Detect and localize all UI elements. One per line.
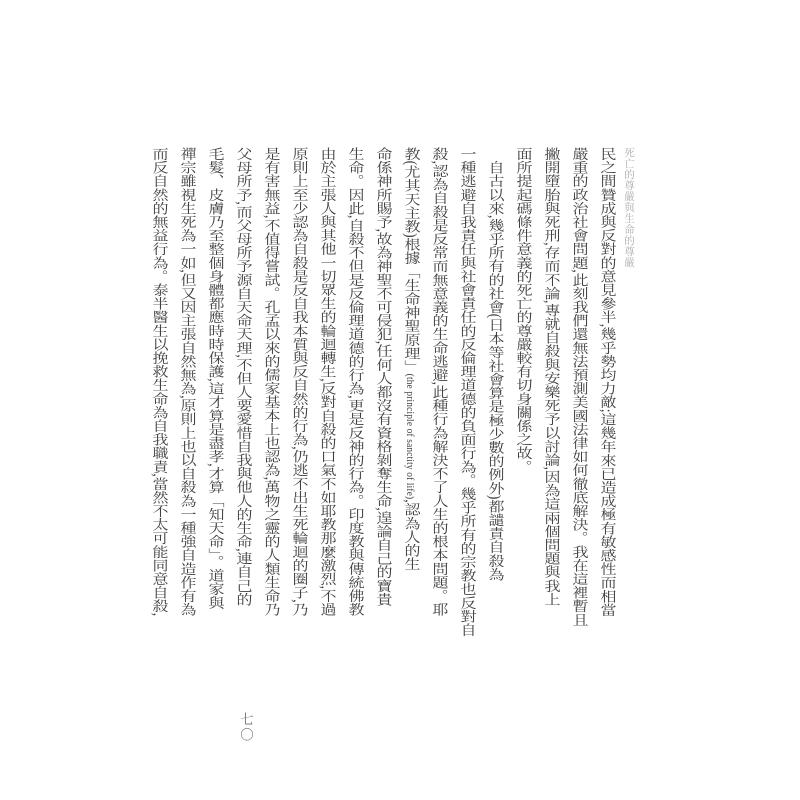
text-column: 殺,認為自殺是反常而無意義的生命逃避,此種行為解決不了人生的根本問題。耶 bbox=[430, 147, 447, 617]
text-column: 毛髮、皮膚乃至整個身體都應時時保護,這才算是盡孝,才算「知天命」。道家與 bbox=[206, 147, 223, 610]
text-column: 原則上至少認為自殺是反自我本質與反自然的行為,仍逃不出生死輪迴的圈子,乃 bbox=[290, 147, 307, 617]
text-column: 撇開墮胎與死刑,存而不論,專就自殺與安樂死予以討論,因為這兩個問題與我上 bbox=[542, 147, 559, 606]
text-column: 禪宗雖視生死為一如,但又因主張自然無為,原則上也以自殺為一種強自造作有為 bbox=[178, 147, 195, 617]
text-column: 是有害無益,不值得嘗試。孔孟以來的儒家基本上也認為,萬物之靈的人類生命乃 bbox=[262, 147, 279, 617]
text-column-with-latin: 教(尤其天主教)根據「生命神聖原理」(the principle of sanctity of life),認為人的生 bbox=[402, 147, 419, 571]
text-column: 命係神所賜予,故為神聖不可侵犯,任何人都沒有資格剝奪生命,遑論自己的寶貴 bbox=[374, 147, 391, 606]
text-column: 由於主張人與其他一切眾生的輪迴轉生,反對自殺的口氣不如耶教那麼激烈,不過 bbox=[318, 147, 335, 617]
text-column: 一種逃避自我責任與社會責任的反倫理道德的負面行為。幾乎所有的宗教也反對自 bbox=[458, 147, 475, 637]
text-column: 父母所予,而父母所予源自天命天理,不但人要愛惜自我與他人的生命,連自己的 bbox=[234, 147, 251, 606]
text-column: 生命。因此,自殺不但是反倫理道德的行為,更是反神的行為。印度教與傳統佛教 bbox=[346, 147, 363, 617]
main-text-block bbox=[144, 147, 620, 640]
text-column: 而反自然的無益行為。泰半醫生以挽救生命為自我職責,當然不太可能同意自殺, bbox=[150, 147, 167, 617]
text-column: 面所提起碼條件意義的死亡的尊嚴較有切身關係之故。 bbox=[514, 147, 531, 474]
text-column-paragraph-start: 自古以來,幾乎所有的社會(日本等社會算是極少數的例外)都譴責自殺為 bbox=[486, 160, 503, 582]
text-column: 民之間贊成與反對的意見參半,幾乎勢均力敵;這幾年來已造成極有敏感性而相當 bbox=[598, 147, 615, 617]
text-column: 嚴重的政治社會問題,此刻我們還無法預測美國法律如何徹底解決。我在這裡暫且 bbox=[570, 147, 587, 627]
page-number: 七〇 bbox=[238, 712, 253, 743]
running-head: 死亡的尊嚴與生命的尊嚴 bbox=[623, 147, 634, 268]
